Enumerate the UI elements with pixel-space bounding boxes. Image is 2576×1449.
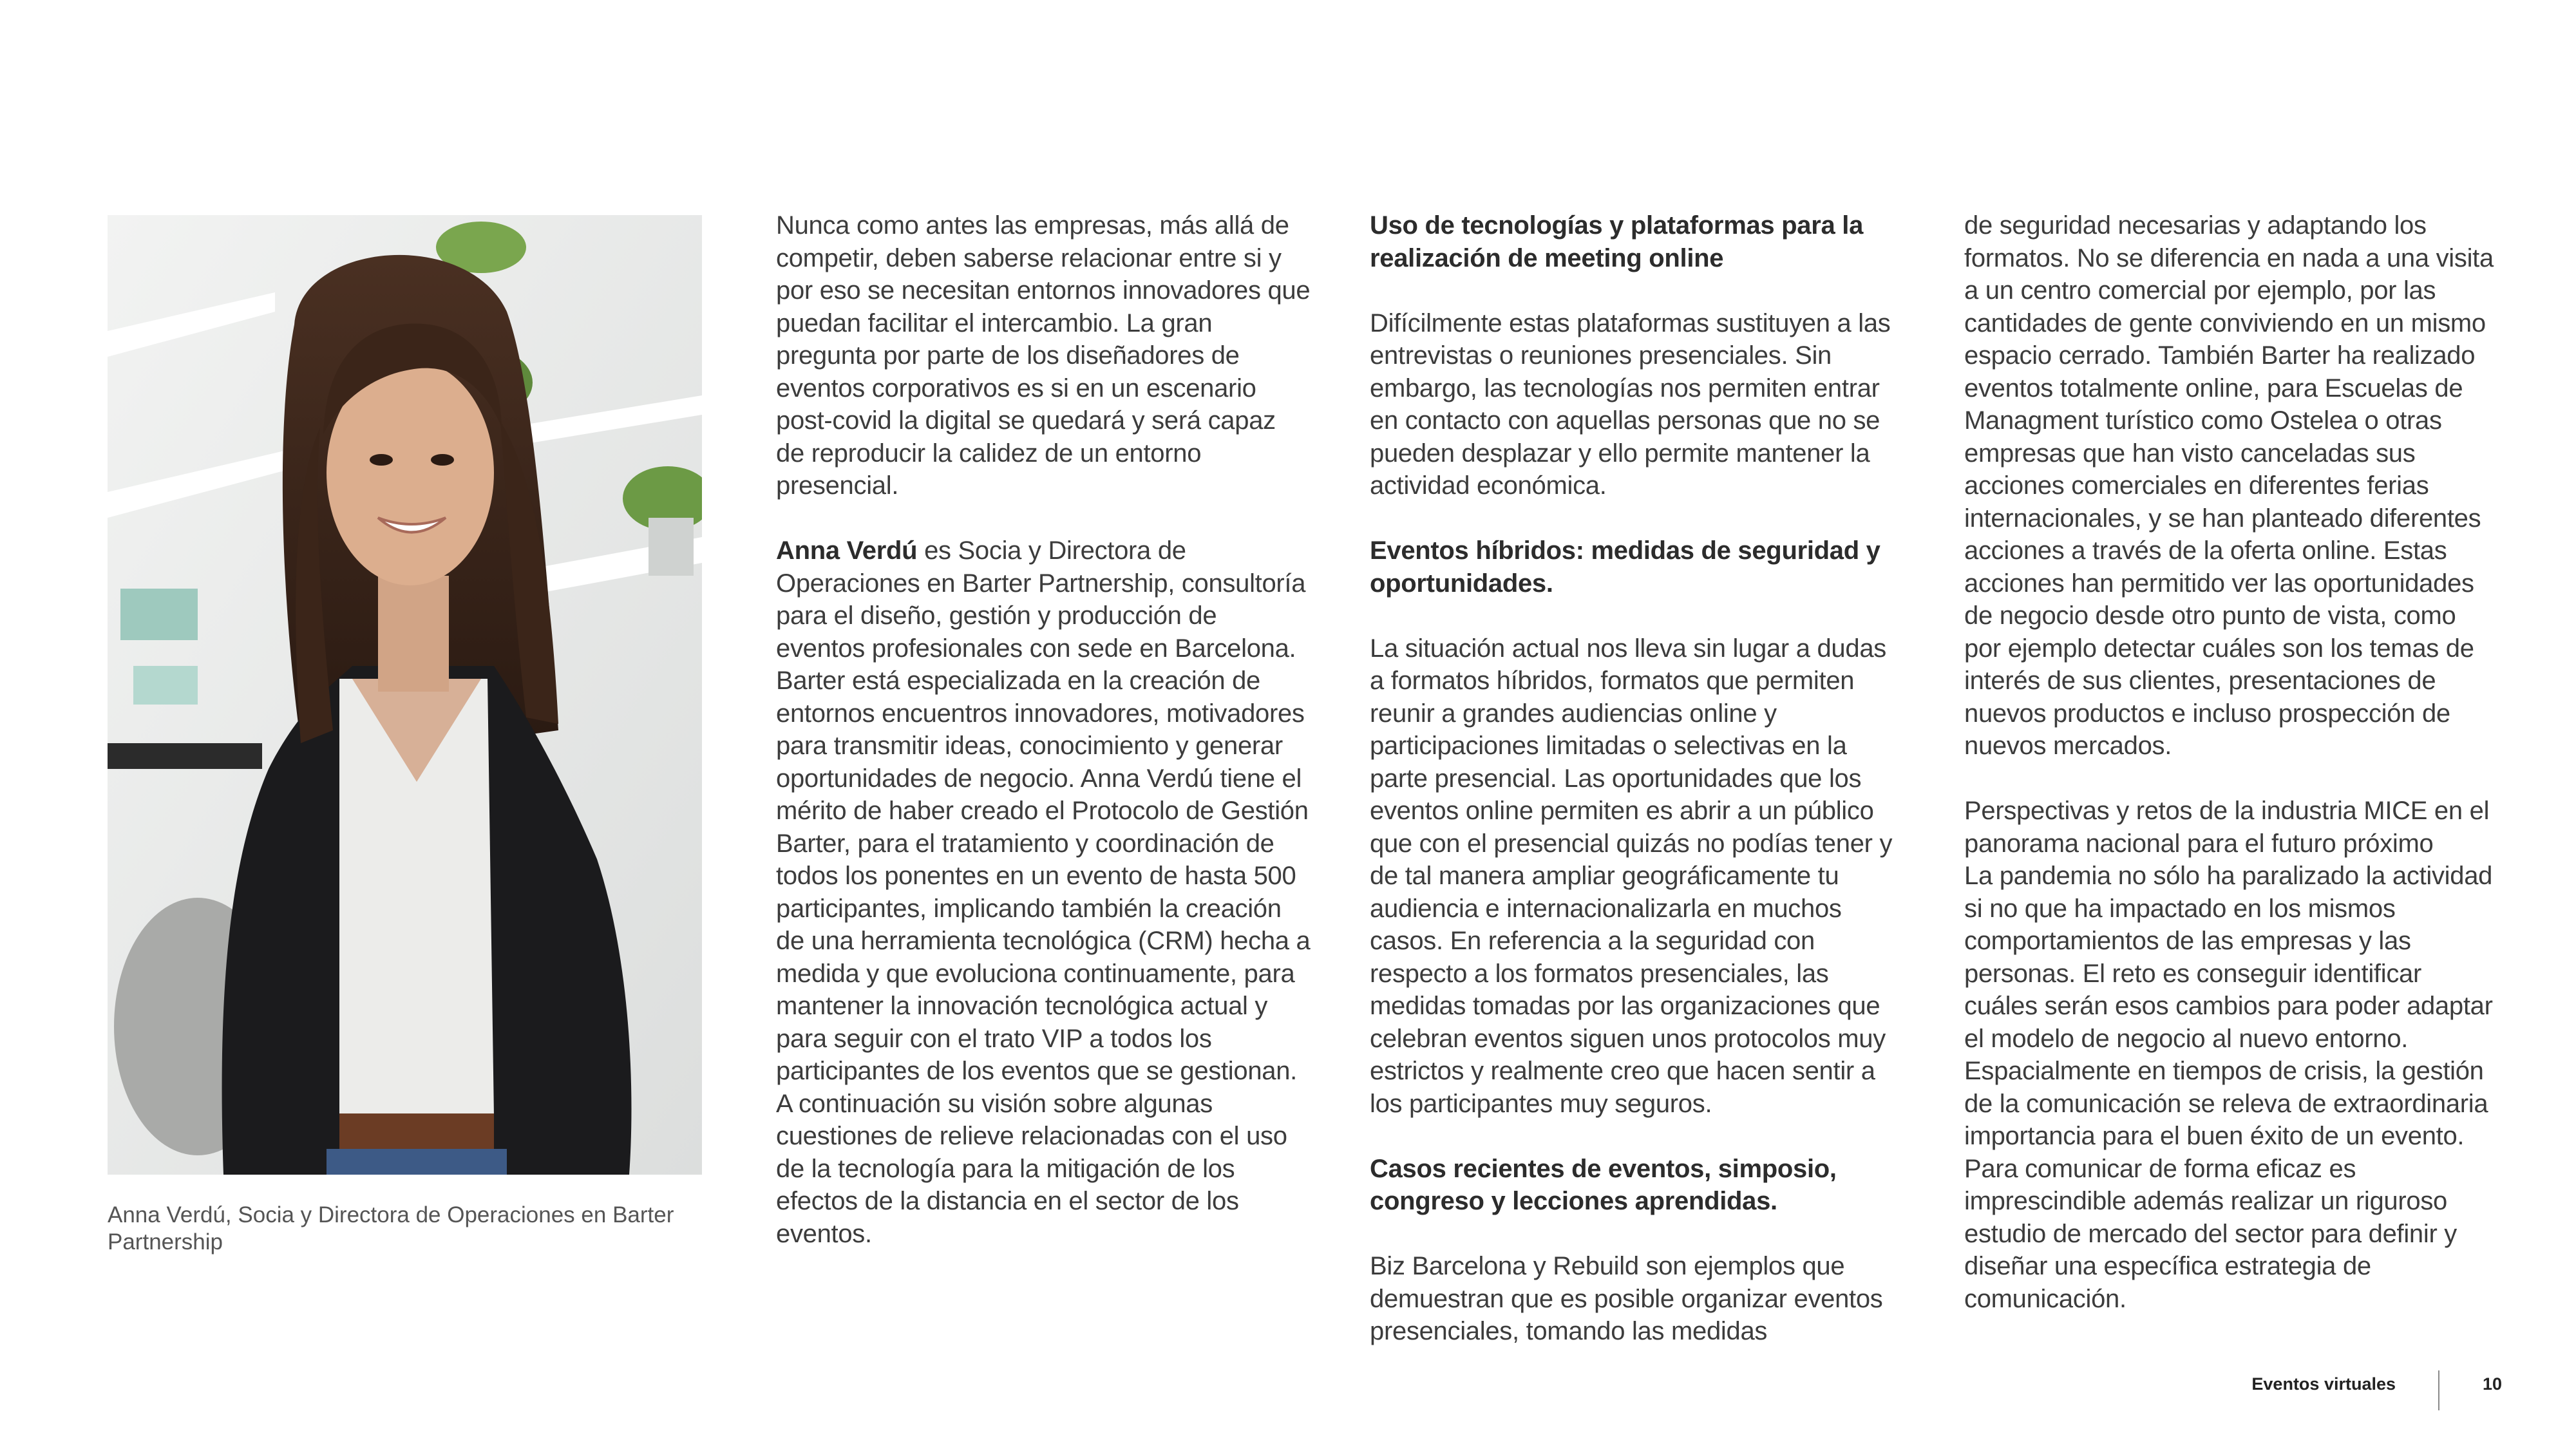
column-2 [1370, 209, 1904, 1348]
section-heading-online-meetings: Uso de tecnologías y plataformas para la realización de meeting online [1370, 211, 1864, 272]
paragraph-online-meetings: Difícilmente estas plataformas sustituyen a las entrevistas o reuniones presenciales. Sin embargo, las tecnologías nos permiten entrar en contacto con aquellas personas que no se pueden desplazar y ello permite mantener la actividad económica. [1370, 308, 1891, 500]
perspectives-heading: Perspectivas y retos de la industria MICE en el panorama nacional para el futuro próximo [1964, 797, 2490, 858]
intro-paragraph: Nunca como antes las empresas, más allá de competir, deben saberse relacionar entre si y por eso se necesitan entornos innovadores que puedan facilitar el intercambio. La gran pregunta por parte de los diseñadores de eventos corporativos es si en un escenario post-covid la digital se quedará y será capaz de reproducir la calidez de un entorno presencial. [776, 211, 1311, 500]
bio-paragraph [776, 535, 1311, 1250]
photo-caption: Anna Verdú, Socia y Directora de Operaciones en Barter Partnership [108, 1202, 674, 1255]
paragraph-perspectives [1964, 795, 2499, 1315]
portrait-photo [108, 215, 702, 1175]
bio-name: Anna Verdú [776, 536, 918, 565]
paragraph-hybrid-events: La situación actual nos lleva sin lugar a dudas a formatos híbridos, formatos que permiten reunir a grandes audiencias online y participaciones limitadas o selectivas en la parte presencial. Las oportunidades que los eventos online permiten es abrir a un público que con el presencial quizás no podías tener y de tal manera ampliar geográficamente tu audiencia e internacionalizarla en muchos casos. En referencia a la seguridad con respecto a los formatos presenciales, las medidas tomadas por las organizaciones que celebran eventos siguen unos protocolos muy estrictos y realmente creo que hacen sentir a los participantes muy seguros. [1370, 634, 1893, 1118]
page-number: 10 [2482, 1374, 2503, 1394]
paragraph-recent-cases: Biz Barcelona y Rebuild son ejemplos que demuestran que es posible organizar eventos presenciales, tomando las medidas [1370, 1252, 1883, 1345]
column-3 [1964, 209, 2499, 1315]
paragraph-continued: de seguridad necesarias y adaptando los formatos. No se diferencia en nada a una visita a un centro comercial por ejemplo, por las cantidades de gente conviviendo en un mismo espacio cerrado. También Barter ha realizado eventos totalmente online, para Escuelas de Managment turístico como Ostelea o otras empresas que han visto canceladas sus acciones comerciales en diferentes ferias internacionales, y se han planteado diferentes acciones a través de la oferta online. Estas acciones han permitido ver las oportunidades de negocio desde otro punto de vista, como por ejemplo detectar cuáles son los temas de interés de sus clientes, presentaciones de nuevos productos e incluso prospección de nuevos mercados. [1964, 211, 2494, 760]
footer-section-title: Eventos virtuales [2251, 1374, 2396, 1394]
section-heading-recent-cases: Casos recientes de eventos, simposio, congreso y lecciones aprendidas. [1370, 1154, 1837, 1215]
perspectives-body: La pandemia no sólo ha paralizado la actividad si no que ha impactado en los mismos comportamientos de las empresas y las personas. El reto es conseguir identificar cuáles serán esos cambios para poder adaptar el modelo de negocio al nuevo entorno. Espacialmente en tiempos de crisis, la gestión de la comunicación se releva de extraordinaria importancia para el buen éxito de un evento. Para comunicar de forma eficaz es imprescindible además realizar un riguroso estudio de mercado del sector para definir y diseñar una específica estrategia de comunicación. [1964, 862, 2493, 1313]
footer-divider [2438, 1370, 2439, 1410]
section-heading-hybrid-events: Eventos híbridos: medidas de seguridad y oportunidades. [1370, 536, 1880, 598]
bio-text: es Socia y Directora de Operaciones en Barter Partnership, consultoría para el diseño, gestión y producción de eventos profesionales con sede en Barcelona. Barter está especializada en la creación de entornos encuentros innovadores, motivadores para transmitir ideas, conocimiento y generar oportunidades de negocio. Anna Verdú tiene el mérito de haber creado el Protocolo de Gestión Barter, para el tratamiento y coordinación de todos los ponentes en un evento de hasta 500 participantes, implicando también la creación de una herramienta tecnológica (CRM) hecha a medida y que evoluciona continuamente, para mantener la innovación tecnológica actual y para seguir con el trato VIP a todos los participantes de los eventos que se gestionan. A continuación su visión sobre algunas cuestiones de relieve relacionadas con el uso de la tecnología para la mitigación de los efectos de la distancia en el sector de los eventos. [776, 536, 1311, 1248]
column-1 [776, 209, 1311, 1250]
